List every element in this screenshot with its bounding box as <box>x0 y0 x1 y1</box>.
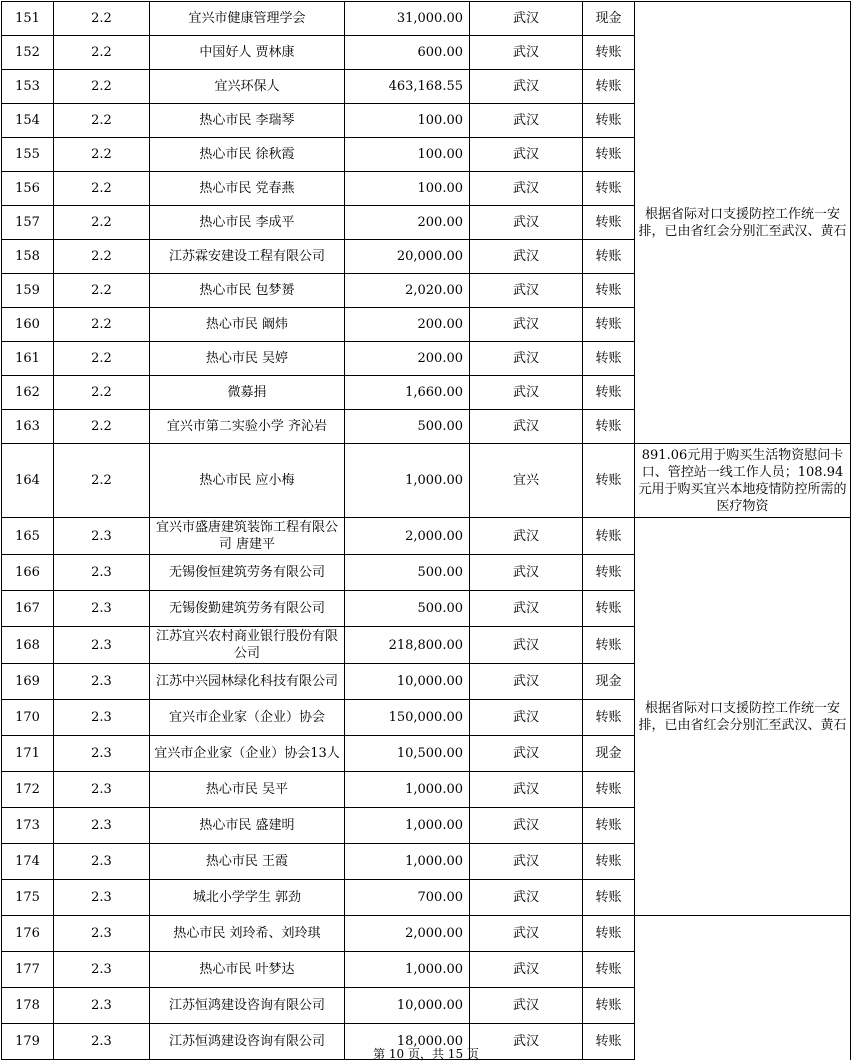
row-number: 176 <box>2 916 54 952</box>
payment-method: 转账 <box>583 70 635 104</box>
payment-method: 转账 <box>583 138 635 172</box>
row-date: 2.3 <box>54 952 150 988</box>
table-row <box>2 444 851 518</box>
row-number: 172 <box>2 772 54 808</box>
payment-method: 转账 <box>583 772 635 808</box>
row-date: 2.3 <box>54 518 150 555</box>
row-date: 2.2 <box>54 240 150 274</box>
payment-method: 转账 <box>583 240 635 274</box>
destination: 武汉 <box>470 772 583 808</box>
row-date: 2.2 <box>54 2 150 36</box>
remark-cell: 根据省际对口支援防控工作统一安排，已由省红会分别汇至武汉、黄石 <box>635 2 851 444</box>
row-number: 167 <box>2 591 54 627</box>
payment-method: 转账 <box>583 808 635 844</box>
donor-name: 宜兴环保人 <box>150 70 345 104</box>
payment-method: 现金 <box>583 664 635 700</box>
row-number: 178 <box>2 988 54 1024</box>
payment-method: 转账 <box>583 700 635 736</box>
destination: 武汉 <box>470 376 583 410</box>
donor-name: 热心市民 吴平 <box>150 772 345 808</box>
destination: 武汉 <box>470 240 583 274</box>
donation-amount: 2,000.00 <box>345 916 470 952</box>
destination: 武汉 <box>470 844 583 880</box>
row-number: 162 <box>2 376 54 410</box>
donation-amount: 200.00 <box>345 206 470 240</box>
row-date: 2.3 <box>54 736 150 772</box>
donation-amount: 218,800.00 <box>345 627 470 664</box>
destination: 武汉 <box>470 36 583 70</box>
donation-amount: 1,000.00 <box>345 844 470 880</box>
donation-amount: 700.00 <box>345 880 470 916</box>
row-number: 154 <box>2 104 54 138</box>
donor-name: 热心市民 盛建明 <box>150 808 345 844</box>
row-date: 2.2 <box>54 444 150 518</box>
donation-amount: 10,000.00 <box>345 664 470 700</box>
destination: 武汉 <box>470 1024 583 1060</box>
destination: 武汉 <box>470 104 583 138</box>
donor-name: 江苏恒鸿建设咨询有限公司 <box>150 1024 345 1060</box>
donor-name: 无锡俊恒建筑劳务有限公司 <box>150 555 345 591</box>
donor-name: 热心市民 吴婷 <box>150 342 345 376</box>
row-date: 2.2 <box>54 342 150 376</box>
row-date: 2.3 <box>54 808 150 844</box>
row-date: 2.2 <box>54 308 150 342</box>
donation-amount: 463,168.55 <box>345 70 470 104</box>
row-date: 2.3 <box>54 988 150 1024</box>
row-date: 2.2 <box>54 70 150 104</box>
row-number: 155 <box>2 138 54 172</box>
donation-amount: 150,000.00 <box>345 700 470 736</box>
payment-method: 转账 <box>583 172 635 206</box>
donor-name: 无锡俊勤建筑劳务有限公司 <box>150 591 345 627</box>
payment-method: 转账 <box>583 36 635 70</box>
payment-method: 转账 <box>583 518 635 555</box>
row-date: 2.3 <box>54 664 150 700</box>
payment-method: 转账 <box>583 952 635 988</box>
table-row <box>2 518 851 555</box>
donor-name: 热心市民 包梦赟 <box>150 274 345 308</box>
row-number: 153 <box>2 70 54 104</box>
row-number: 173 <box>2 808 54 844</box>
donation-amount: 20,000.00 <box>345 240 470 274</box>
donation-amount: 500.00 <box>345 410 470 444</box>
destination: 武汉 <box>470 172 583 206</box>
row-date: 2.2 <box>54 104 150 138</box>
remark-cell: 891.06元用于购买生活物资慰问卡口、管控站一线工作人员；108.94元用于购买宜兴本地疫情防控所需的医疗物资 <box>635 444 851 518</box>
payment-method: 转账 <box>583 988 635 1024</box>
destination: 武汉 <box>470 138 583 172</box>
table-row <box>2 2 851 36</box>
row-number: 169 <box>2 664 54 700</box>
row-date: 2.3 <box>54 880 150 916</box>
donation-amount: 1,000.00 <box>345 952 470 988</box>
payment-method: 转账 <box>583 308 635 342</box>
donation-amount: 1,000.00 <box>345 444 470 518</box>
row-date: 2.3 <box>54 916 150 952</box>
row-number: 160 <box>2 308 54 342</box>
row-number: 163 <box>2 410 54 444</box>
donation-amount: 2,000.00 <box>345 518 470 555</box>
donor-name: 江苏中兴园林绿化科技有限公司 <box>150 664 345 700</box>
payment-method: 转账 <box>583 916 635 952</box>
row-date: 2.2 <box>54 172 150 206</box>
row-number: 175 <box>2 880 54 916</box>
row-number: 166 <box>2 555 54 591</box>
row-number: 152 <box>2 36 54 70</box>
destination: 武汉 <box>470 952 583 988</box>
row-number: 177 <box>2 952 54 988</box>
payment-method: 转账 <box>583 444 635 518</box>
payment-method: 转账 <box>583 410 635 444</box>
destination: 武汉 <box>470 591 583 627</box>
destination: 武汉 <box>470 880 583 916</box>
destination: 武汉 <box>470 988 583 1024</box>
destination: 武汉 <box>470 206 583 240</box>
donor-name: 宜兴市第二实验小学 齐沁岩 <box>150 410 345 444</box>
row-date: 2.2 <box>54 274 150 308</box>
donor-name: 江苏宜兴农村商业银行股份有限公司 <box>150 627 345 664</box>
row-number: 159 <box>2 274 54 308</box>
donation-amount: 1,000.00 <box>345 808 470 844</box>
donation-table-body <box>2 2 851 1060</box>
destination: 武汉 <box>470 70 583 104</box>
payment-method: 转账 <box>583 274 635 308</box>
payment-method: 转账 <box>583 206 635 240</box>
destination: 武汉 <box>470 808 583 844</box>
row-date: 2.2 <box>54 410 150 444</box>
donation-amount: 18,000.00 <box>345 1024 470 1060</box>
donor-name: 热心市民 刘玲希、刘玲琪 <box>150 916 345 952</box>
row-number: 165 <box>2 518 54 555</box>
donor-name: 微募捐 <box>150 376 345 410</box>
row-date: 2.2 <box>54 138 150 172</box>
row-date: 2.2 <box>54 376 150 410</box>
row-number: 164 <box>2 444 54 518</box>
donation-amount: 10,500.00 <box>345 736 470 772</box>
payment-method: 现金 <box>583 2 635 36</box>
row-date: 2.3 <box>54 844 150 880</box>
row-number: 179 <box>2 1024 54 1060</box>
row-number: 156 <box>2 172 54 206</box>
row-date: 2.2 <box>54 206 150 240</box>
destination: 武汉 <box>470 342 583 376</box>
destination: 武汉 <box>470 274 583 308</box>
row-number: 168 <box>2 627 54 664</box>
row-date: 2.3 <box>54 700 150 736</box>
payment-method: 转账 <box>583 880 635 916</box>
donation-table <box>1 1 851 1060</box>
donation-amount: 500.00 <box>345 591 470 627</box>
row-number: 157 <box>2 206 54 240</box>
table-row <box>2 916 851 952</box>
donor-name: 江苏霖安建设工程有限公司 <box>150 240 345 274</box>
donor-name: 热心市民 阚炜 <box>150 308 345 342</box>
destination: 武汉 <box>470 410 583 444</box>
remark-cell: 根据省际对口支援防控工作统一安排，已由省红会分别汇至武汉、黄石 <box>635 518 851 916</box>
donation-amount: 100.00 <box>345 138 470 172</box>
donation-amount: 1,660.00 <box>345 376 470 410</box>
destination: 武汉 <box>470 627 583 664</box>
destination: 武汉 <box>470 736 583 772</box>
page-footer: 第 10 页，共 15 页 <box>373 1047 479 1061</box>
donor-name: 城北小学学生 郭劲 <box>150 880 345 916</box>
payment-method: 转账 <box>583 591 635 627</box>
donor-name: 中国好人 贾林康 <box>150 36 345 70</box>
row-number: 170 <box>2 700 54 736</box>
donor-name: 热心市民 应小梅 <box>150 444 345 518</box>
row-number: 161 <box>2 342 54 376</box>
destination: 武汉 <box>470 555 583 591</box>
donor-name: 热心市民 徐秋霞 <box>150 138 345 172</box>
destination: 武汉 <box>470 308 583 342</box>
donor-name: 宜兴市健康管理学会 <box>150 2 345 36</box>
donation-amount: 200.00 <box>345 342 470 376</box>
row-number: 171 <box>2 736 54 772</box>
row-date: 2.3 <box>54 627 150 664</box>
donation-amount: 2,020.00 <box>345 274 470 308</box>
row-date: 2.3 <box>54 591 150 627</box>
row-date: 2.3 <box>54 1024 150 1060</box>
payment-method: 转账 <box>583 376 635 410</box>
row-date: 2.2 <box>54 36 150 70</box>
donor-name: 宜兴市企业家（企业）协会13人 <box>150 736 345 772</box>
donation-amount: 100.00 <box>345 104 470 138</box>
destination: 武汉 <box>470 916 583 952</box>
donation-amount: 500.00 <box>345 555 470 591</box>
row-number: 174 <box>2 844 54 880</box>
payment-method: 转账 <box>583 844 635 880</box>
row-number: 158 <box>2 240 54 274</box>
payment-method: 转账 <box>583 104 635 138</box>
destination: 武汉 <box>470 518 583 555</box>
row-number: 151 <box>2 2 54 36</box>
destination: 宜兴 <box>470 444 583 518</box>
destination: 武汉 <box>470 2 583 36</box>
row-date: 2.3 <box>54 772 150 808</box>
remark-cell <box>635 916 851 1060</box>
donor-name: 宜兴市盛唐建筑装饰工程有限公司 唐建平 <box>150 518 345 555</box>
donor-name: 热心市民 党春燕 <box>150 172 345 206</box>
donor-name: 宜兴市企业家（企业）协会 <box>150 700 345 736</box>
donor-name: 热心市民 王霞 <box>150 844 345 880</box>
row-date: 2.3 <box>54 555 150 591</box>
donor-name: 热心市民 李成平 <box>150 206 345 240</box>
donation-amount: 10,000.00 <box>345 988 470 1024</box>
donor-name: 热心市民 叶梦达 <box>150 952 345 988</box>
donation-amount: 1,000.00 <box>345 772 470 808</box>
donation-amount: 600.00 <box>345 36 470 70</box>
payment-method: 转账 <box>583 1024 635 1060</box>
payment-method: 现金 <box>583 736 635 772</box>
donation-amount: 31,000.00 <box>345 2 470 36</box>
donation-amount: 200.00 <box>345 308 470 342</box>
payment-method: 转账 <box>583 555 635 591</box>
destination: 武汉 <box>470 664 583 700</box>
donor-name: 热心市民 李瑞琴 <box>150 104 345 138</box>
payment-method: 转账 <box>583 342 635 376</box>
donation-amount: 100.00 <box>345 172 470 206</box>
destination: 武汉 <box>470 700 583 736</box>
payment-method: 转账 <box>583 627 635 664</box>
donor-name: 江苏恒鸿建设咨询有限公司 <box>150 988 345 1024</box>
